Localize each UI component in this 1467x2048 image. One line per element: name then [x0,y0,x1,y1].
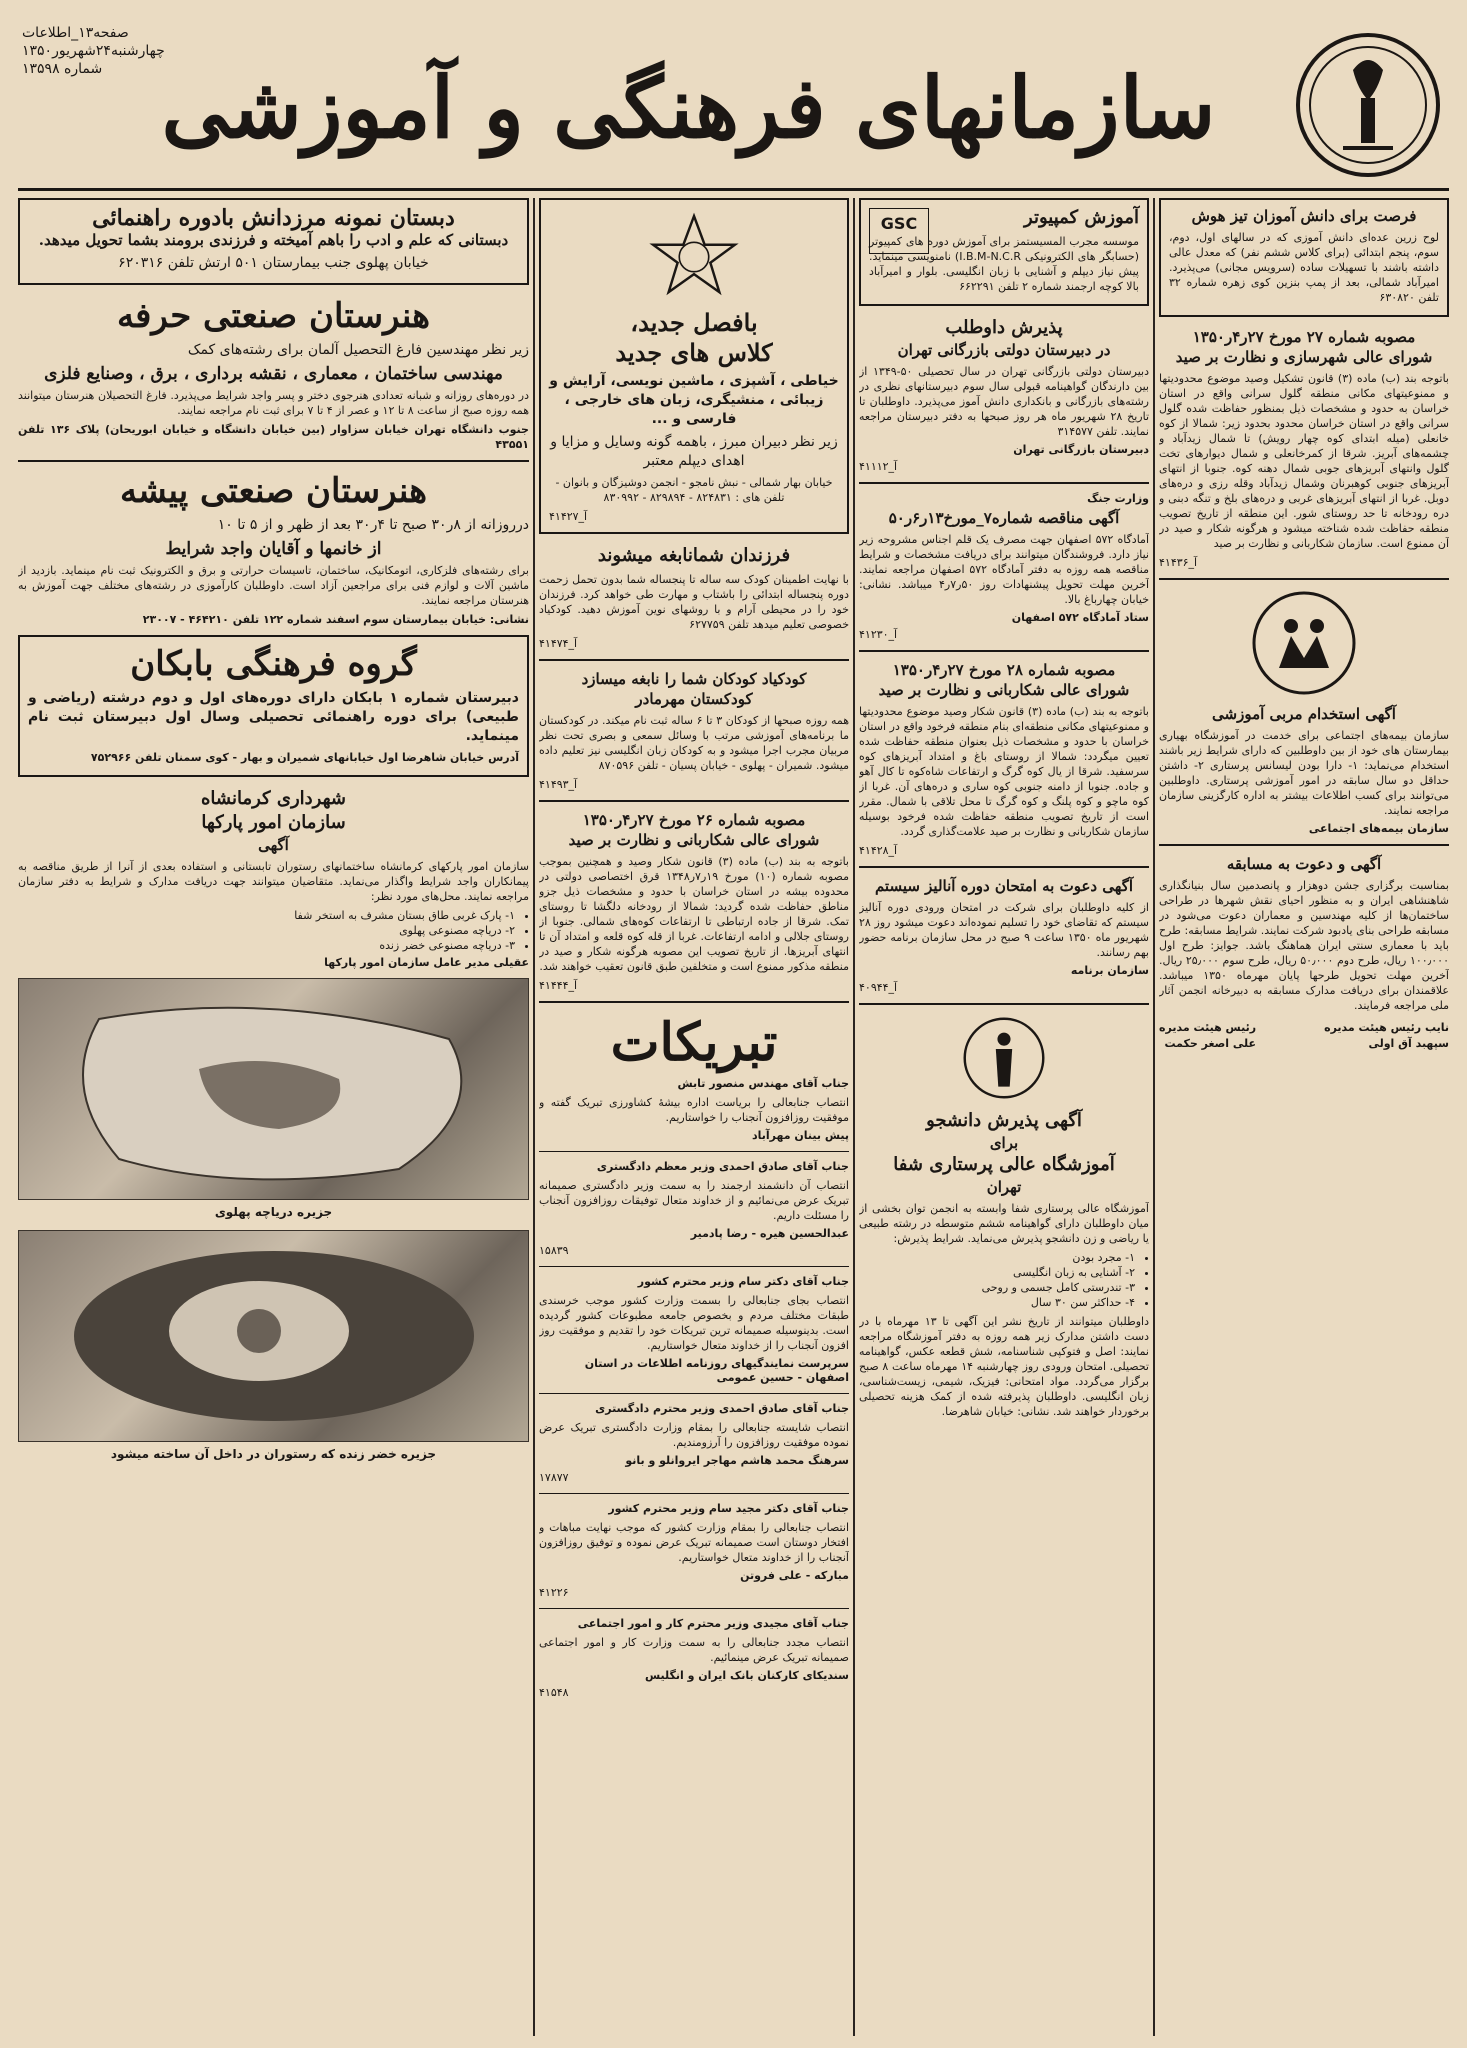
greeting-5 [539,1502,849,1600]
ad-heading: پذیرش داوطلب [945,317,1063,338]
nurse-job-ad [1159,704,1449,836]
divider [1159,844,1449,846]
ad-connector: برای [989,1134,1019,1152]
signature-role: رئیس هیئت مدیره [1159,1021,1257,1034]
greeting-6 [539,1617,849,1700]
ad-code: آ_۴۰۹۴۴ [859,981,898,994]
ad-code: ۱۵۸۳۹ [539,1244,569,1257]
divider [1159,578,1449,580]
page-title: سازمانهای فرهنگی و آموزشی [161,58,1216,157]
ad-subheading: کودکستان مهرمادر [635,690,753,708]
divider [539,1493,849,1494]
ad-code: ۴۱۲۲۶ [539,1586,569,1599]
greeting-signature: عبدالحسین هیره - رضا پادمیر [690,1227,849,1240]
greeting-4 [539,1402,849,1485]
list-item: • ۳- تندرستی کامل جسمی و روحی [859,1280,1135,1295]
kermanshah-parks-ad [18,787,529,970]
ad-text: همه روزه صبحها از کودکان ۳ تا ۶ ساله ثبت نام میکند. در کودکستان ما برنامه‌های آموزشی مرتب با وسائل سمعی و بصری تحت نظر مربیان مجرب اجرا میشود و به کودکان زبان انگلیسی نیز تعلیم داده میشود. شمیران - پهلوی - خیابان پسیان - تلفن ۸۷۰۵۹۶ [539,714,849,772]
ad-heading: آگهی استخدام مربی آموزشی [1212,705,1396,723]
resolution-26 [539,810,849,993]
ad-signature: دبیرستان بازرگانی تهران [1013,443,1149,456]
khezr-zendeh-island-photo [18,1230,529,1442]
ad-text: دبیرستان دولتی بازرگانی تهران در سال تحصیلی ۵۰-۱۳۴۹ از بین دارندگان گواهینامه قبولی سال سوم دبیرستانهای نظری در رشته‌های بازرگانی و بانکداری دانش آموز می‌پذیرد. داوطلبان تا تاریخ ۲۸ شهریور ماه هر روز صبحها به دفتر دبیرستان مراجعه نمایند. تلفن ۳۱۴۵۷۷ [859,365,1149,438]
greeting-signature: پیش بینان مهرآباد [751,1129,849,1142]
ad-text: از کلیه داوطلبان برای شرکت در امتحان ورودی دوره آنالیز سیستم که تقاضای خود را تسلیم نموده‌اند دعوت میشود روز ۲۸ شهریور ماه ۱۳۵۰ ساعت ۹ صبح در محل سازمان برنامه حضور بهم رسانند. [859,901,1149,959]
ad-intro: زیر نظر مهندسین فارغ التحصیل آلمان برای رشته‌های کمک [187,342,529,358]
list-item: • ۲- آشنایی به زبان انگلیسی [859,1265,1135,1280]
nursing-school-emblem-icon [959,1013,1049,1103]
ad-address: جنوب دانشگاه تهران خیابان سزاوار (بین خیابان دانشگاه و خیابان ابوریحان) پلاک ۱۳۶ تلفن ۴۳۵۵۱ [18,423,529,451]
nursing-school-ad [859,1013,1149,1419]
ad-heading: فرزندان شمانابغه میشوند [597,545,791,566]
ad-signature: ستاد آمادگاه ۵۷۲ اصفهان [1011,611,1149,624]
ad-text: زیر نظر دبیران مبرز ، باهمه گونه وسایل و مزایا و اهدای دیپلم معتبر [550,434,838,469]
pahlavi-lake-island-photo [18,978,529,1200]
ad-text: لوح زرین عده‌ای دانش آموزی که در سالهای اول، دوم، سوم، پنجم ابتدائی (برای کلاس ششم نفر) که معدل عالی داشته باشند با تسهیلات ساده (سرویس مجانی) می‌پذیرد. امیرآباد شمالی، بعد از پمپ بنزین کوی زهره شماره ۳۲ تلفن ۶۳۰۸۲۰ [1169,231,1439,304]
page-number: صفحه۱۳_اطلاعات [22,25,129,41]
ad-text: آموزشگاه عالی پرستاری شفا وابسته به انجمن توان بخشی از میان داوطلبان دارای گواهینامه ششم متوسطه در رشته طبیعی یا ریاضی و زن دانشجو پذیرش می‌نماید. شرایط پذیرش: [859,1202,1149,1245]
ad-heading: دبستان نمونه مرزدانش بادوره راهنمائی [92,205,455,231]
ad-text: در دوره‌های روزانه و شبانه تعدادی هنرجوی دختر و پسر واجد شرایط می‌پذیرد. فارغ التحصیلان هنرستان میتوانند همه روزه صبح از ساعت ۸ تا ۱۲ و عصر از ۴ تا ۷ برای ثبت نام مراجعه نمایند. [18,389,529,417]
ad-subheading: در دبیرستان دولتی بازرگانی تهران [897,341,1111,359]
ad-heading: هنرستان صنعتی پیشه [119,471,428,511]
ad-text: موسسه مجرب المسیستمز برای آموزش دوره های کمپیوتر (حسابگر های الکترونیکی I.B.M-N.C.R) نامنویسی مینماید. پیش نیاز دیپلم و آشنایی با زبان انگلیسی. بلوار و امیرآباد بالا کوچه ارجمند شماره ۲ تلفن ۶۶۲۲۹۱ [869,235,1139,293]
greeting-title: جناب آقای صادق احمدی وزیر معظم دادگستری [596,1160,849,1173]
resolution-28 [859,660,1149,858]
ad-address: نشانی: خیابان بیمارستان سوم اسفند شماره ۱۲۲ تلفن ۴۶۴۲۱۰ - ۲۳۰۰۷ [142,613,529,626]
ad-text: باتوجه به بند (ب) ماده (۳) قانون شکار وصید و همچنین بموجب مصوبه شماره (۱۰) مورخ ۱۹ر۷ر۱۳۴۸ قرق اختصاصی دولتی در محدوده بیشه در استان خراسان با حدود و مشخصات ذیل جزو مناطق حفاظت شده گردید: شمالا از رودخانه دلگشا تا روستای تمک. شرقا از جاده ارتباطی تا ارتفاعات کوه‌های شمالی. جنوبا از روستای جلالی و ادامه ارتفاعات. غربا از قله کوه قلعه و امتداد آن تا انتهای آبریزها. از تاریخ تصویب این مصوبه هرگونه شکار و صید در منطقه مذکور ممنوع است و متخلفین طبق قانون تعقیب خواهند شد. [539,855,849,973]
ad-text: برای رشته‌های فلزکاری، اتومکانیک، ساختمان، تاسیسات حرارتی و برق و الکترونیک ثبت نام مینماید. بازدید از ماشین آلات و لوازم فنی برای مراجعین آزاد است. داوطلبان کارآموزی در رشته‌های مختلف جهت آموزش به هنرستان مراجعه نمایند. [18,564,529,607]
ad-code: آ_۴۱۲۳۰ [859,628,898,641]
list-item: • ۳- دریاچه مصنوعی خضر زنده [18,938,515,953]
ad-address: آدرس خیابان شاهرضا اول خیابانهای شمیران و بهار - کوی سمنان تلفن ۷۵۲۹۶۶ [90,751,519,764]
ad-heading: آگهی دعوت به امتحان دوره آنالیز سیستم [874,877,1134,895]
issue-date: چهارشنبه۲۴شهریور۱۳۵۰ [22,43,165,59]
signature-name: سپهبد آق اولی [1368,1037,1449,1050]
ad-heading: مصوبه شماره ۲۸ مورخ ۲۷ر۴ر۱۳۵۰ [892,661,1116,679]
ad-heading: گروه فرهنگی بابکان [130,644,417,684]
divider [859,650,1149,652]
technical-school-pisheh-ad [18,470,529,627]
social-insurance-emblem-icon [1249,588,1359,698]
gifted-children-ad [539,544,849,651]
divider [18,460,529,462]
ad-subheading: شورای عالی شکاربانی و نظارت بر صید [568,831,820,849]
greeting-title: جناب آقای دکتر سام وزیر محترم کشور [637,1275,849,1288]
kindergarten-ad [539,669,849,792]
photo-caption: جزیره دریاچه پهلوی [214,1205,333,1219]
gsc-logo: GSC [869,208,929,254]
torch-emblem-icon [1293,30,1443,180]
greeting-title: جناب آقای صادق احمدی وزیر محترم دادگستری [595,1402,849,1415]
list-item: • ۴- حداکثر سن ۳۰ سال [859,1295,1135,1310]
tender-ad [859,492,1149,642]
ad-heading: آگهی و دعوت به مسابقه [1226,855,1382,873]
masthead [18,20,1449,191]
locations-list [18,908,529,953]
ad-text: داوطلبان میتوانند از تاریخ نشر این آگهی تا ۱۳ مهرماه با در دست داشتن مدارک زیر همه روزه به دفتر آموزشگاه مراجعه نمایند: اصل و فتوکپی شناسنامه، شش قطعه عکس، گواهینامه تحصیلی. امتحان ورودی روز چهارشنبه ۱۴ مهرماه ساعت ۸ صبح برگزار می‌گردد. مواد امتحانی: فیزیک، شیمی، زیست‌شناسی، زبان انگلیسی. داوطلبان پذیرفته شده از کمک هزینه تحصیلی برخوردار خواهند شد. نشانی: خیابان شاهرضا. [859,1315,1149,1418]
congratulations-heading: تبریکات [610,1012,778,1073]
ad-code: آ_۴۱۴۹۳ [539,778,578,791]
divider [859,866,1149,868]
greeting-title: جناب آقای مجیدی وزیر محترم کار و امور اجتماعی [577,1617,849,1630]
ad-subheading: سازمان امور پارکها [201,812,346,833]
gifted-students-ad [1159,198,1449,317]
greeting-text: انتصاب آن دانشمند ارجمند را به سمت وزیر دادگستری صمیمانه تبریک عرض می‌نمائیم و از خداوند متعال توفیقات روزافزون آنجناب را مسئلت داریم. [539,1179,849,1222]
ad-code: آ_۴۱۴۳۶ [1159,556,1198,569]
ad-code: ۱۷۸۷۷ [539,1471,569,1484]
school-city: تهران [986,1178,1022,1196]
ad-text: دبیرستان شماره ۱ بابکان دارای دوره‌های اول و دوم درشته (ریاضی و طبیعی) برای دوره راهنمائی تحصیلی وسال اول دبیرستان ثبت نام مینماید. [28,690,519,744]
ad-heading: بافصل جدید، [630,308,758,337]
greeting-title: جناب آقای مهندس منصور تابش [677,1077,849,1090]
column-4 [18,198,529,2040]
ad-address: خیابان بهار شمالی - نبش نامجو - انجمن دوشیزگان و بانوان - تلفن های : ۸۲۴۸۳۱ - ۸۲۹۸۹۴ - ۸۳۰۹۹۲ [555,476,833,504]
ad-subheading: شورای عالی شهرسازی و نظارت بر صید [1175,348,1433,366]
column-rule [853,198,855,2036]
divider [539,1608,849,1609]
greeting-2 [539,1160,849,1258]
column-2 [859,198,1149,2040]
signature-name: علی اصغر حکمت [1164,1037,1257,1050]
greeting-text: انتصاب جنابعالی را بمقام وزارت کشور که موجب نهایت مباهات و افتخار دوستان است صمیمانه تبریک عرض نموده و توفیق روزافزون آنجناب را از خداوند متعال خواستاریم. [539,1521,849,1564]
column-rule [533,198,535,2036]
greeting-signature: سندیکای کارکنان بانک ایران و انگلیس [644,1669,849,1682]
greeting-title: جناب آقای دکتر مجید سام وزیر محترم کشور [608,1502,849,1515]
ad-heading: شهرداری کرمانشاه [201,788,346,809]
ad-text: باتوجه به بند (ب) ماده (۳) قانون شکار وصید موضوع محدودیتها و ممنوعیتهای مکانی منطقه‌ای بنام منطقه فرخود واقع در استان خراسان با حدود و مشخصات ذیل بعنوان منطقه حفاظت شده تعیین میگردد: شمالا از روستای باغ و امتداد آبریزهای کوه سرسفید. شرقا از یال کوه گرگ و ارتفاعات شاه‌کوه تا کال آهو و جاده. جنوبا از دامنه جنوبی کوه ساری و دره‌های آن. غربا از کوه ماچو و کوه پلنگ و کوه گرگ تا محل تلاقی با شمال. مقرر است از تاریخ تصویب منطقه حفاظت شده فرخود بوسیله سازمان شکاربانی و نظارت بر صید علامت‌گذاری گردد. [859,705,1149,838]
ad-text: سازمان بیمه‌های اجتماعی برای خدمت در آموزشگاه بهیاری بیمارستان های خود از بین داوطلبین که دارای شرایط زیر باشند استخدام می‌نماید: ۱- دارا بودن لیسانس پرستاری ۲- داشتن حداقل دو سال سابقه در امور آموزشی پرستاری. داوطلبین می‌توانند برای کسب اطلاعات بیشتر به اداره کارگزینی سازمان مراجعه نمایند. [1159,729,1449,817]
divider [539,1151,849,1152]
greeting-text: انتصاب جنابعالی را بریاست اداره بیشهٔ کشاورزی تبریک گفته و موفقیت روزافزون آنجناب را خواستاریم. [539,1096,849,1124]
volunteer-admission-ad [859,316,1149,474]
ad-code: آ_۴۱۱۱۲ [859,460,898,473]
school-name: آموزشگاه عالی پرستاری شفا [893,1154,1115,1175]
ad-code: ۴۱۵۴۸ [539,1686,569,1699]
resolution-27 [1159,327,1449,570]
ad-signature: سازمان برنامه [1070,964,1149,977]
ad-code: آ_۴۱۴۲۸ [859,844,898,857]
signature-role: نایب رئیس هیئت مدیره [1324,1021,1449,1034]
column-3 [539,198,849,2040]
contest-ad [1159,854,1449,1053]
school-ad [18,198,529,285]
ad-text: سازمان امور پارکهای کرمانشاه ساختمانهای رستوران تابستانی و استفاده بعدی از آنرا از طریق مناقصه به پیمانکاران واجد شرایط واگذار می‌نماید. متقاضیان میتوانند جهت دریافت مدارک و شرایط به دفتر سازمان مراجعه نمایند. محل‌های مورد نظر: [18,860,529,903]
ad-text: دبستانی که علم و ادب را باهم آمیخته و فرزندی برومند بشما تحویل میدهد. [38,231,509,249]
ad-label: آگهی [258,836,289,854]
ad-signature: سازمان بیمه‌های اجتماعی [1308,822,1449,835]
ad-heading: مصوبه شماره ۲۶ مورخ ۲۷ر۴ر۱۳۵۰ [582,811,806,829]
greeting-signature: سرپرست نمایندگیهای روزنامه اطلاعات در استان اصفهان - حسین عمومی [584,1357,849,1384]
ad-address: خیابان پهلوی جنب بیمارستان ۵۰۱ ارتش تلفن ۶۲۰۳۱۶ [118,255,429,271]
greeting-signature: مبارکه - علی فروتن [740,1569,849,1582]
list-item: • ۱- پارک غربی طاق بستان مشرف به استخر شفا [18,908,515,923]
divider [539,659,849,661]
women-association-emblem-icon [649,212,739,302]
greeting-text: انتصاب شایسته جنابعالی را بمقام وزارت دادگستری تبریک عرض نموده موفقیت روزافزون را آرزومندیم. [539,1421,849,1449]
divider [539,800,849,802]
computer-course-ad [859,198,1149,306]
ad-text: آمادگاه ۵۷۲ اصفهان جهت مصرف یک قلم اجناس مشروحه زیر نیاز دارد. فروشندگان میتوانند برای دریافت مشخصات و شرایط مناقصه همه روزه به دفتر آمادگاه ۵۷۲ اصفهان مراجعه نمایند. آخرین مهلت تحویل پیشنهادات روز ۵۰ر۷ر۴ میباشد. نشانی: خیابان چهارباغ بالا. [859,533,1149,606]
greeting-signature: سرهنگ محمد هاشم مهاجر ایروانلو و بانو [625,1454,849,1467]
issue-number: شماره ۱۳۵۹۸ [22,61,103,77]
divider [859,1003,1149,1005]
greeting-text: انتصاب بجای جنابعالی را بسمت وزارت کشور موجب خرسندی طبقات مختلف مردم و بخصوص جامعه مطبوعات کشور گردیده است. بدینوسیله صمیمانه ترین تبریکات خود را تقدیم و موفقیت روز افزون آنجناب را از خداوند متعال خواستاریم. [539,1294,849,1352]
ad-emphasis: از خانمها و آقایان واجد شرایط [165,539,382,559]
ad-text: بمناسبت برگزاری جشن دوهزار و پانصدمین سال بنیانگذاری شاهنشاهی ایران و به منظور احیای نقش شهرها در طراحی ساختمان‌ها از کلیه مهندسین و معماران دعوت می‌شود در مسابقه طراحی بنای یادبود شرکت نمایند. شرایط مسابقه: طرح باید با معماری سنتی ایران هماهنگ باشد. جوایز: طرح اول ۱۰۰٫۰۰۰ ریال، طرح دوم ۵۰٫۰۰۰ ریال، طرح سوم ۲۵٫۰۰۰ ریال. آخرین مهلت تحویل طرحها پایان مهرماه ۱۳۵۰ میباشد. علاقمندان برای دریافت مدارک مسابقه به دبیرخانه انجمن آثار ملی مراجعه فرمایند. [1159,879,1449,1012]
ad-signature: عقیلی مدیر عامل سازمان امور پارکها [324,956,529,969]
ad-text: درروزانه از ۸ر۳۰ صبح تا ۴ر۳۰ بعد از ظهر و از ۵ تا ۱۰ [217,517,529,533]
ad-heading: آگهی پذیرش دانشجو [926,1110,1082,1131]
greeting-3 [539,1275,849,1385]
ad-subheading: شورای عالی شکاربانی و نظارت بر صید [878,681,1130,699]
ad-code: آ_۴۱۴۲۷ [549,510,588,523]
list-item: • ۱- مجرد بودن [859,1250,1135,1265]
ad-subheading: کلاس های جدید [615,338,773,367]
exam-invitation-ad [859,876,1149,995]
ad-text: باتوجه بند (ب) ماده (۳) قانون تشکیل وصید موضوع محدودیتها و ممنوعیتهای مکانی منطقه گلول سرانی واقع در استان خراسان به حدود و مشخصات ذیل بمنظور حفاظت شده گلول سرانی واقع در استان خراسان محدود بحدود زیر: شمالا از کوه خانعلی (میله ابتدای کوه چهار رویش) تا شمال زیدآباد و چشمه‌های آبریز. شرقا از کمرخانعلی و شمال دیوارهای تخت گلول وانتهای آبریزهای جوبی شمال دهنه کوه. جنوبا از انتهای آبریزهای جنوبی کوهبرنان وشمال زیدآباد وقله رزی و دره‌های دوبل. غربا از انتهای آبریزهای غربی و دره‌های بلخ و تنگه دبنی و دره رودخانه تا حد روستای شور. این منطقه از تاریخ تصویب منطقه حفاظت شده شناخته میشود و هرگونه شکار و صید در آن ممنوع است. سازمان شکاربانی و نظارت بر صید [1159,372,1449,550]
ad-code: آ_۴۱۴۷۴ [539,637,578,650]
fields-list: مهندسی ساختمان ، معماری ، نقشه برداری ، برق ، وصنایع فلزی [44,364,503,384]
ad-heading: کودکیاد کودکان شما را نابغه میسازد [581,670,807,688]
divider [859,482,1149,484]
column-rule [1153,198,1155,2036]
divider [539,1001,849,1003]
divider [539,1393,849,1394]
new-classes-ad [539,198,849,534]
course-list: خیاطی ، آشپزی ، ماشین نویسی، آرایش و زیبائی ، منشیگری، زبان های خارجی ، فارسی و ... [549,373,839,427]
requirements-list [859,1250,1149,1310]
babakan-cultural-group-ad [18,635,529,777]
column-1 [1159,198,1449,2040]
greeting-1 [539,1077,849,1143]
ad-heading: هنرستان صنعتی حرفه [116,296,431,336]
ad-heading: آگهی مناقصه شماره۷_مورخ۱۳ر۶ر۵۰ [888,509,1120,527]
ad-heading: فرصت برای دانش آموزان تیز هوش [1191,207,1417,225]
list-item: • ۲- دریاچه مصنوعی پهلوی [18,923,515,938]
technical-school-herfeh-ad [18,295,529,452]
divider [539,1266,849,1267]
ad-heading: مصوبه شماره ۲۷ مورخ ۲۷ر۴ر۱۳۵۰ [1192,328,1416,346]
ad-heading: آموزش کمپیوتر [1024,207,1139,228]
ministry-label: وزارت جنگ [1087,492,1149,505]
ad-text: با نهایت اطمینان کودک سه ساله تا پنجساله شما بدون تحمل زحمت دوره پنجساله ابتدائی را باشتاب و مهارت طی خواهد کرد. فرزندان خود را در محیطی آرام و با روشهای نوین آموزش دهید. کودکیاد خصوصی تعلیم میدهد تلفن ۶۲۷۷۵۹ [539,573,849,631]
ad-code: آ_۴۱۴۴۴ [539,979,578,992]
greeting-text: انتصاب مجدد جنابعالی را به سمت وزارت کار و امور اجتماعی صمیمانه تبریک عرض مینمائیم. [539,1636,849,1664]
photo-caption: جزیره خضر زنده که رستوران در داخل آن ساخته میشود [110,1447,437,1461]
